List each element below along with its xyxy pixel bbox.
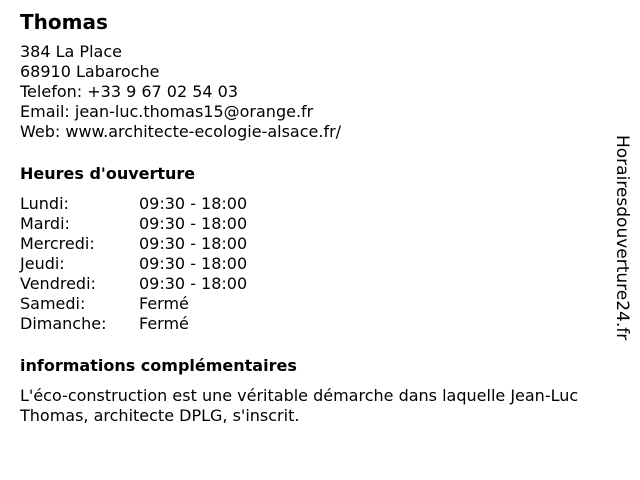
day-label: Dimanche: (20, 314, 107, 333)
day-hours: 09:30 - 18:00 (139, 234, 248, 253)
hours-row-friday (20, 274, 600, 294)
day-label: Mercredi: (20, 234, 95, 253)
day-hours: 09:30 - 18:00 (139, 194, 248, 213)
day-label: Samedi: (20, 294, 86, 313)
day-hours: Fermé (139, 314, 189, 333)
hours-row-thursday (20, 254, 600, 274)
phone-number: Telefon: +33 9 67 02 54 03 (20, 82, 239, 101)
info-heading: informations complémentaires (20, 356, 297, 375)
site-watermark: Horairesdouverture24.fr (612, 135, 632, 341)
hours-row-monday (20, 194, 600, 214)
day-hours: 09:30 - 18:00 (139, 254, 248, 273)
hours-row-tuesday (20, 214, 600, 234)
hours-heading: Heures d'ouverture (20, 164, 196, 183)
city-address: 68910 Labaroche (20, 62, 160, 81)
day-label: Jeudi: (20, 254, 65, 273)
hours-row-wednesday (20, 234, 600, 254)
contact-block (20, 42, 600, 142)
street-address: 384 La Place (20, 42, 122, 61)
email-address: Email: jean-luc.thomas15@orange.fr (20, 102, 314, 121)
day-label: Vendredi: (20, 274, 96, 293)
day-hours: 09:30 - 18:00 (139, 214, 248, 233)
day-label: Lundi: (20, 194, 69, 213)
day-hours: 09:30 - 18:00 (139, 274, 248, 293)
hours-row-sunday (20, 314, 600, 334)
business-name: Thomas (20, 10, 108, 34)
day-label: Mardi: (20, 214, 70, 233)
hours-table (20, 194, 600, 334)
info-text: L'éco-construction est une véritable démarche dans laquelle Jean-Luc Thomas, architecte DPLG, s'inscrit. (20, 386, 579, 425)
business-card (20, 10, 600, 426)
hours-row-saturday (20, 294, 600, 314)
day-hours: Fermé (139, 294, 189, 313)
website: Web: www.architecte-ecologie-alsace.fr/ (20, 122, 342, 141)
